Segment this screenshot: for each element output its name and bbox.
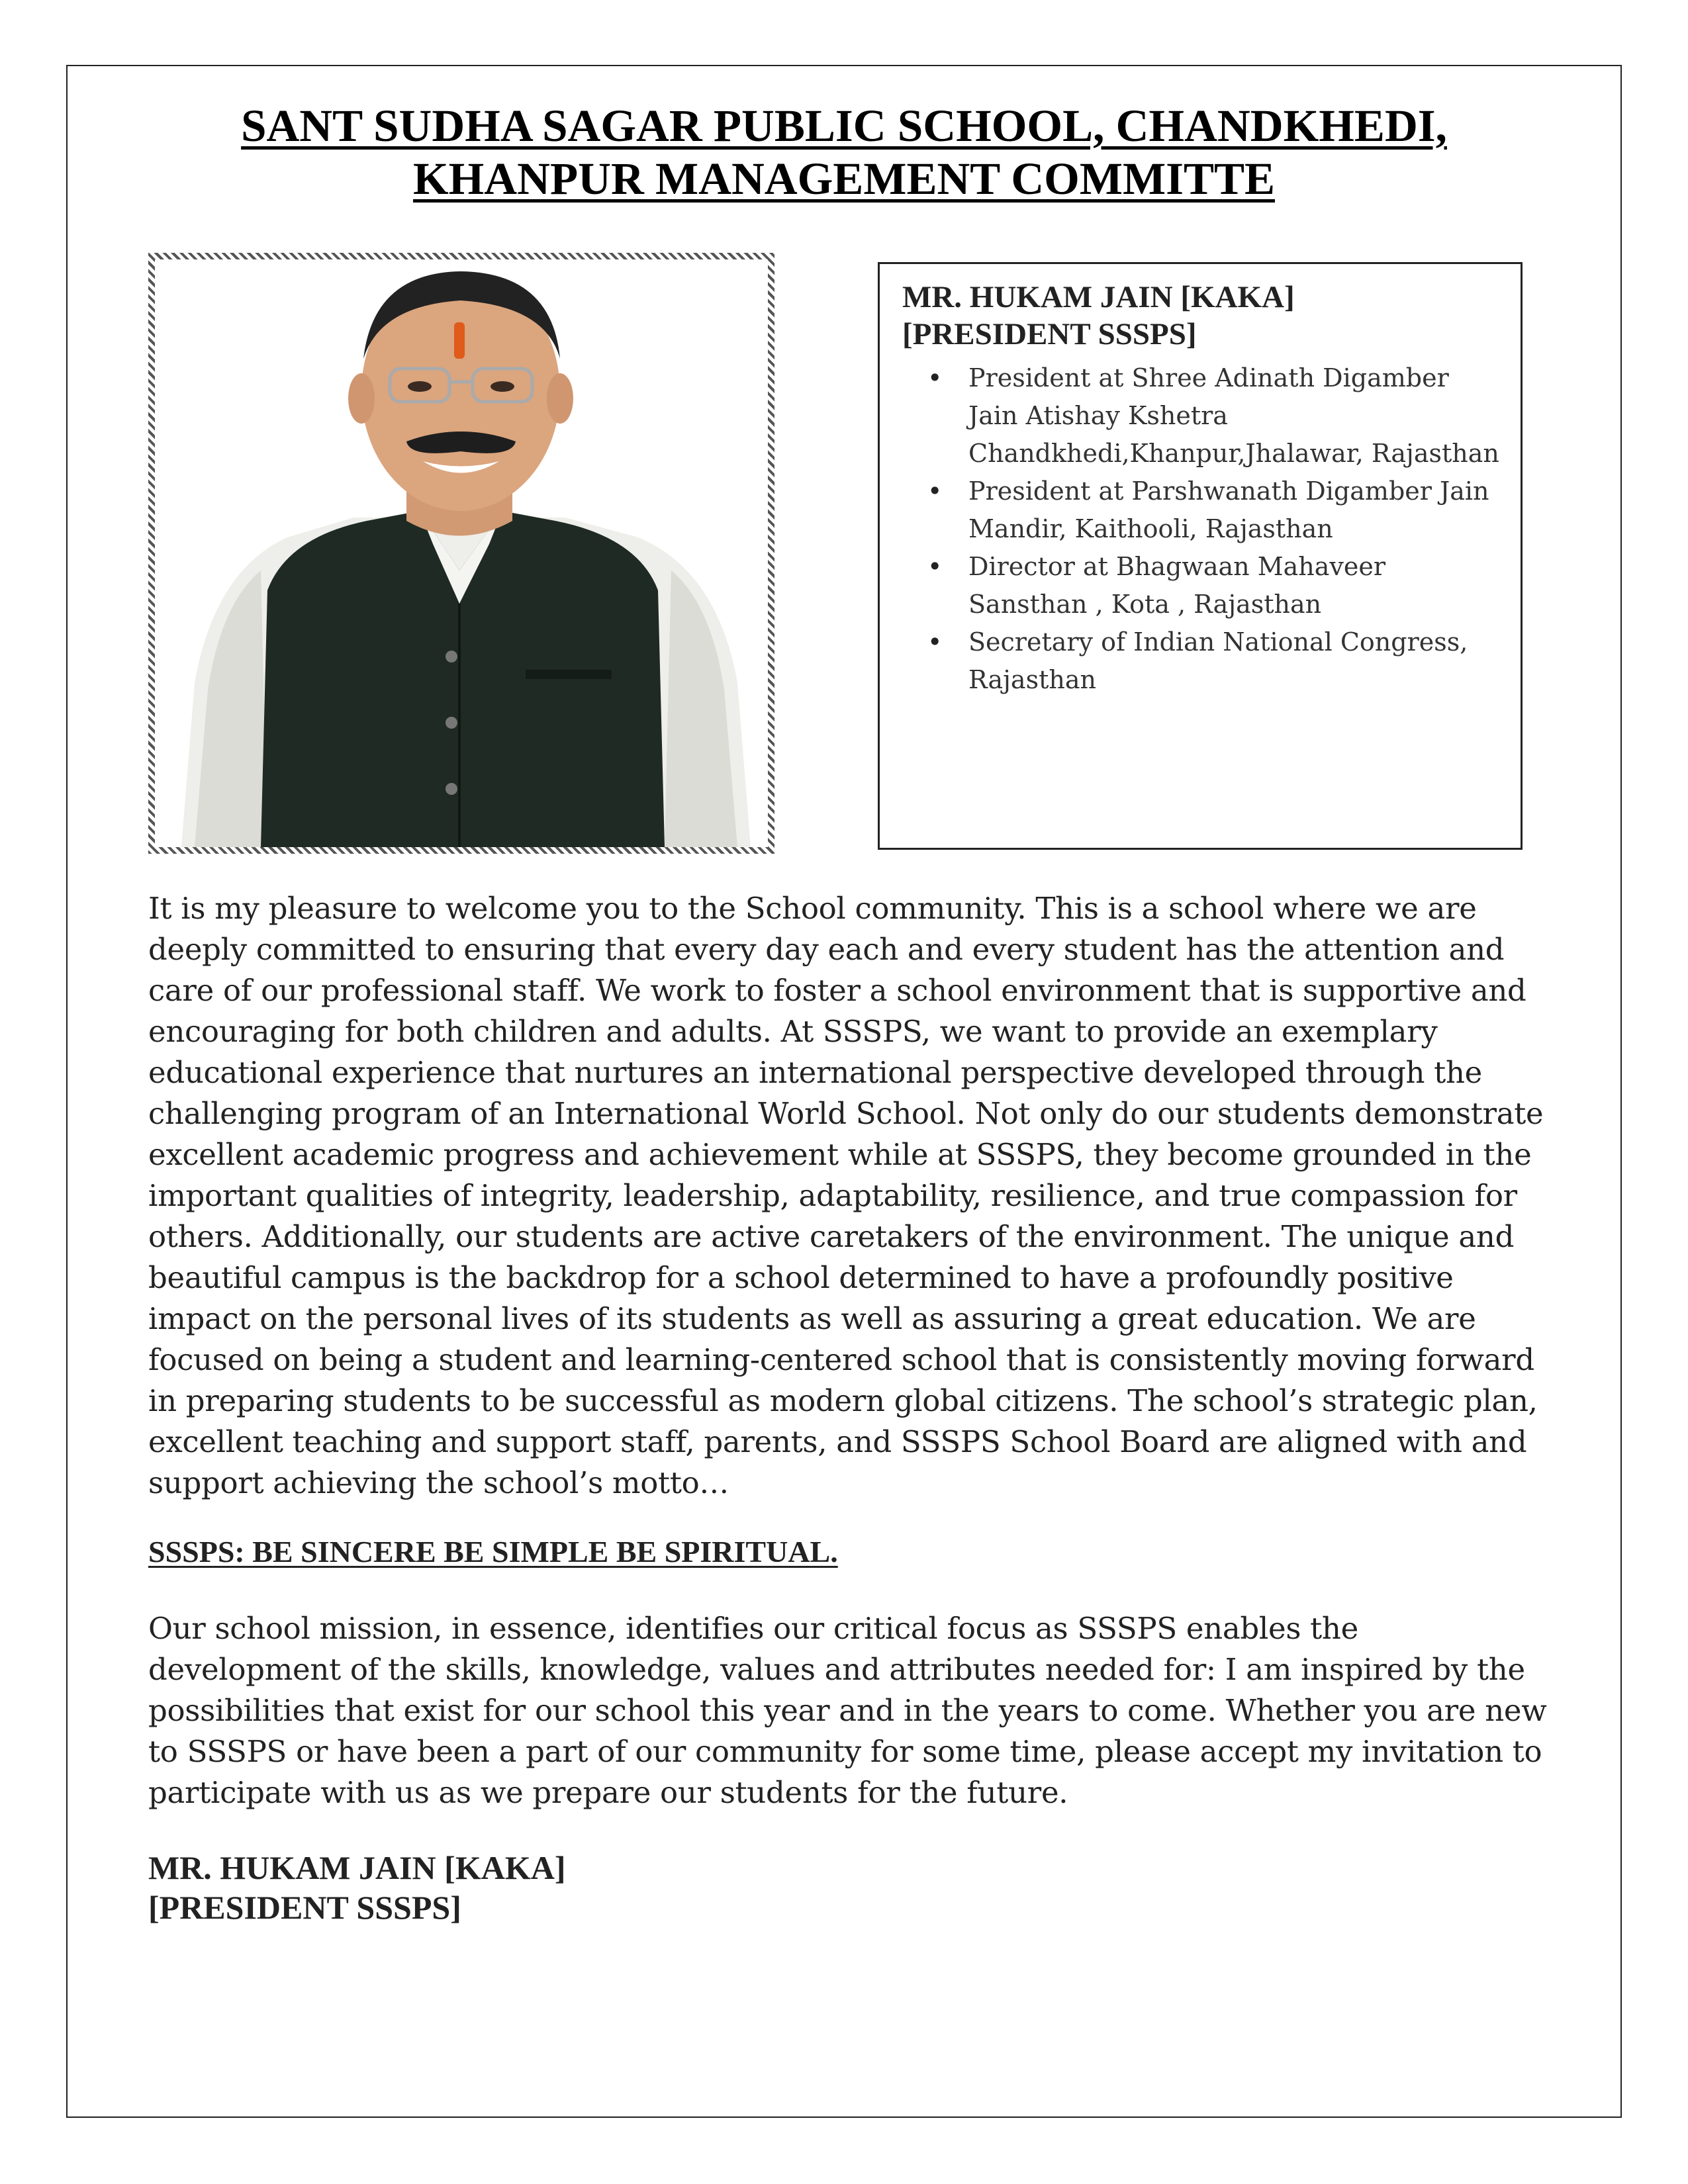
signature-name: MR. HUKAM JAIN [KAKA] <box>148 1849 566 1886</box>
title-line-2: KHANPUR MANAGEMENT COMMITTE <box>412 154 1276 204</box>
bio-list-item: • Director at Bhagwaan Mahaveer Sansthan , Kota , Rajasthan <box>968 548 1501 623</box>
bio-list <box>902 359 1501 699</box>
welcome-paragraph: It is my pleasure to welcome you to the School community. This is a school where we are deeply committed to ensuring that every day each and every student has the attention and care of our professional staff. We work to foster a school environment that is supportive and encouraging for both children and adults. At SSSPS, we want to provide an exemplary educational experience that nurtures an international perspective developed through the challenging program of an International World School. Not only do our students demonstrate excellent academic progress and achievement while at SSSPS, they become grounded in the important qualities of integrity, leadership, adaptability, resilience, and true compassion for others. Additionally, our students are active caretakers of the environment. The unique and beautiful campus is the backdrop for a school determined to have a profoundly positive impact on the personal lives of its students as well as assuring a great education. We are focused on being a student and learning-centered school that is consistently moving forward in preparing students to be successful as modern global citizens. The school’s strategic plan, excellent teaching and support staff, parents, and SSSPS School Board are aligned with and support achieving the school’s motto… <box>148 891 1544 1500</box>
bio-list-item: • Secretary of Indian National Congress, Rajasthan <box>968 623 1501 699</box>
signature-role: [PRESIDENT SSSPS] <box>148 1889 461 1926</box>
bio-name-text: MR. HUKAM JAIN [KAKA] <box>902 280 1295 314</box>
mission-paragraph: Our school mission, in essence, identifies our critical focus as SSSPS enables the development of the skills, knowledge, values and attributes needed for: I am inspired by the possibilities that exist for our school this year and in the years to come. Whether you are new to SSSPS or have been a part of our community for some time, please accept my invitation to participate with us as we prepare our students for the future. <box>148 1611 1547 1810</box>
bio-list-item: • President at Parshwanath Digamber Jain Mandir, Kaithooli, Rajasthan <box>968 473 1501 548</box>
portrait-frame <box>148 253 774 854</box>
bio-box <box>878 262 1523 850</box>
bio-name <box>902 279 1501 353</box>
title-line-1: SANT SUDHA SAGAR PUBLIC SCHOOL, CHANDKHEDI, <box>241 101 1447 151</box>
bio-role-text: [PRESIDENT SSSPS] <box>902 317 1197 351</box>
portrait-photo <box>155 259 768 847</box>
school-motto: SSSPS: BE SINCERE BE SIMPLE BE SPIRITUAL. <box>148 1535 838 1569</box>
portrait-illustration <box>155 259 768 847</box>
bio-list-item: • President at Shree Adinath Digamber Jain Atishay Kshetra Chandkhedi,Khanpur,Jhalawar, Rajasthan <box>968 359 1501 473</box>
signature-block <box>148 1848 565 1927</box>
page-title <box>66 99 1622 205</box>
